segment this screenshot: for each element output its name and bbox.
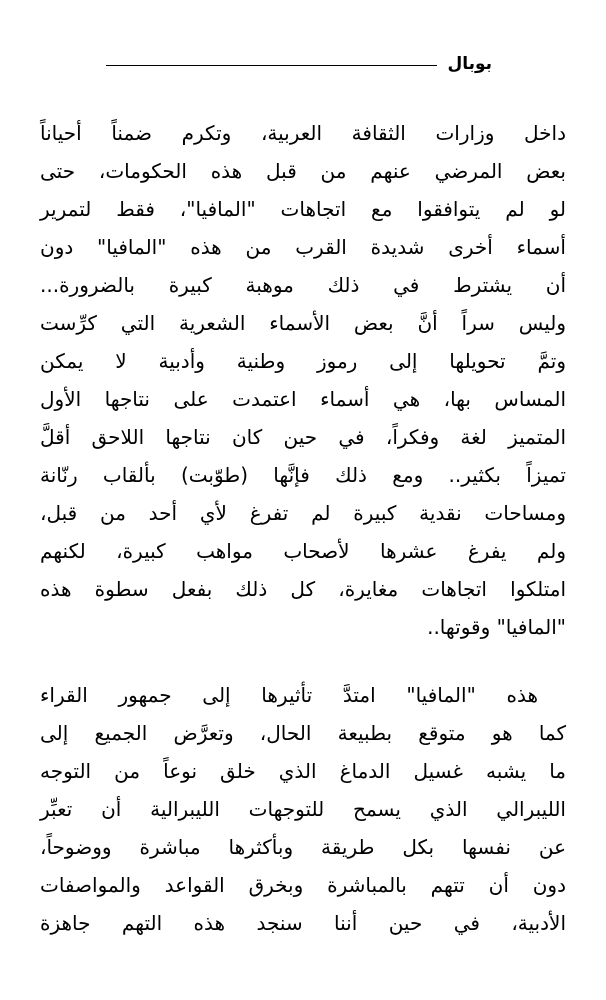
- text-line: المتميز لغة وفكراً، في حين كان نتاجها اللاحق أقلَّ: [40, 425, 566, 449]
- running-header: [106, 52, 492, 76]
- paragraph-1: [40, 114, 566, 646]
- text-line: بعض المرضي عنهم من قبل هذه الحكومات، حتى: [40, 159, 566, 183]
- text-line: كما هو متوقع بطبيعة الحال، وتعرَّض الجميع إلى: [40, 721, 566, 745]
- text-line: ولم يفرغ عشرها لأصحاب مواهب كبيرة، لكنهم: [40, 539, 566, 563]
- text-line: المساس بها، هي أسماء اعتمدت على نتاجها الأول: [40, 387, 566, 411]
- text-line: تميزاً بكثير.. ومع ذلك فإنَّها (طوّبت) بألقاب رنّانة: [40, 463, 566, 487]
- text-line: الأدبية، في حين أننا سنجد هذه التهم جاهزة: [40, 911, 566, 935]
- text-line: ما يشبه غسيل الدماغ الذي خلق نوعاً من التوجه: [40, 759, 566, 783]
- text-line: أن يشترط في ذلك موهبة كبيرة بالضرورة...: [40, 273, 566, 297]
- text-line: عن نفسها بكل طريقة وبأكثرها مباشرة ووضوحاً،: [40, 835, 566, 859]
- text-line: امتلكوا اتجاهات مغايرة، كل ذلك بفعل سطوة هذه: [40, 577, 566, 601]
- text-line: أسماء أخرى شديدة القرب من هذه "المافيا" دون: [40, 235, 566, 259]
- text-line: الليبرالي الذي يسمح للتوجهات الليبرالية أن تعبِّر: [40, 797, 566, 821]
- text-line: وتمَّ تحويلها إلى رموز وطنية وأدبية لا يمكن: [40, 349, 566, 373]
- text-line: هذه "المافيا" امتدَّ تأثيرها إلى جمهور القراء: [40, 683, 538, 707]
- text-line: ومساحات نقدية كبيرة لم تفرغ لأي أحد من قبل،: [40, 501, 566, 525]
- text-line: "المافيا" وقوتها..: [427, 615, 566, 639]
- header-rule: [106, 65, 437, 66]
- text-line: داخل وزارات الثقافة العربية، وتكرم ضمناً أحياناً: [40, 121, 566, 145]
- text-line: وليس سراً أنَّ بعض الأسماء الشعرية التي كرِّست: [40, 311, 566, 335]
- text-line: لو لم يتوافقوا مع اتجاهات "المافيا"، فقط لتمرير: [40, 197, 566, 221]
- header-label: بوبال: [447, 54, 492, 74]
- text-line: دون أن تتهم بالمباشرة وبخرق القواعد والمواصفات: [40, 873, 566, 897]
- paragraph-2: [40, 676, 566, 942]
